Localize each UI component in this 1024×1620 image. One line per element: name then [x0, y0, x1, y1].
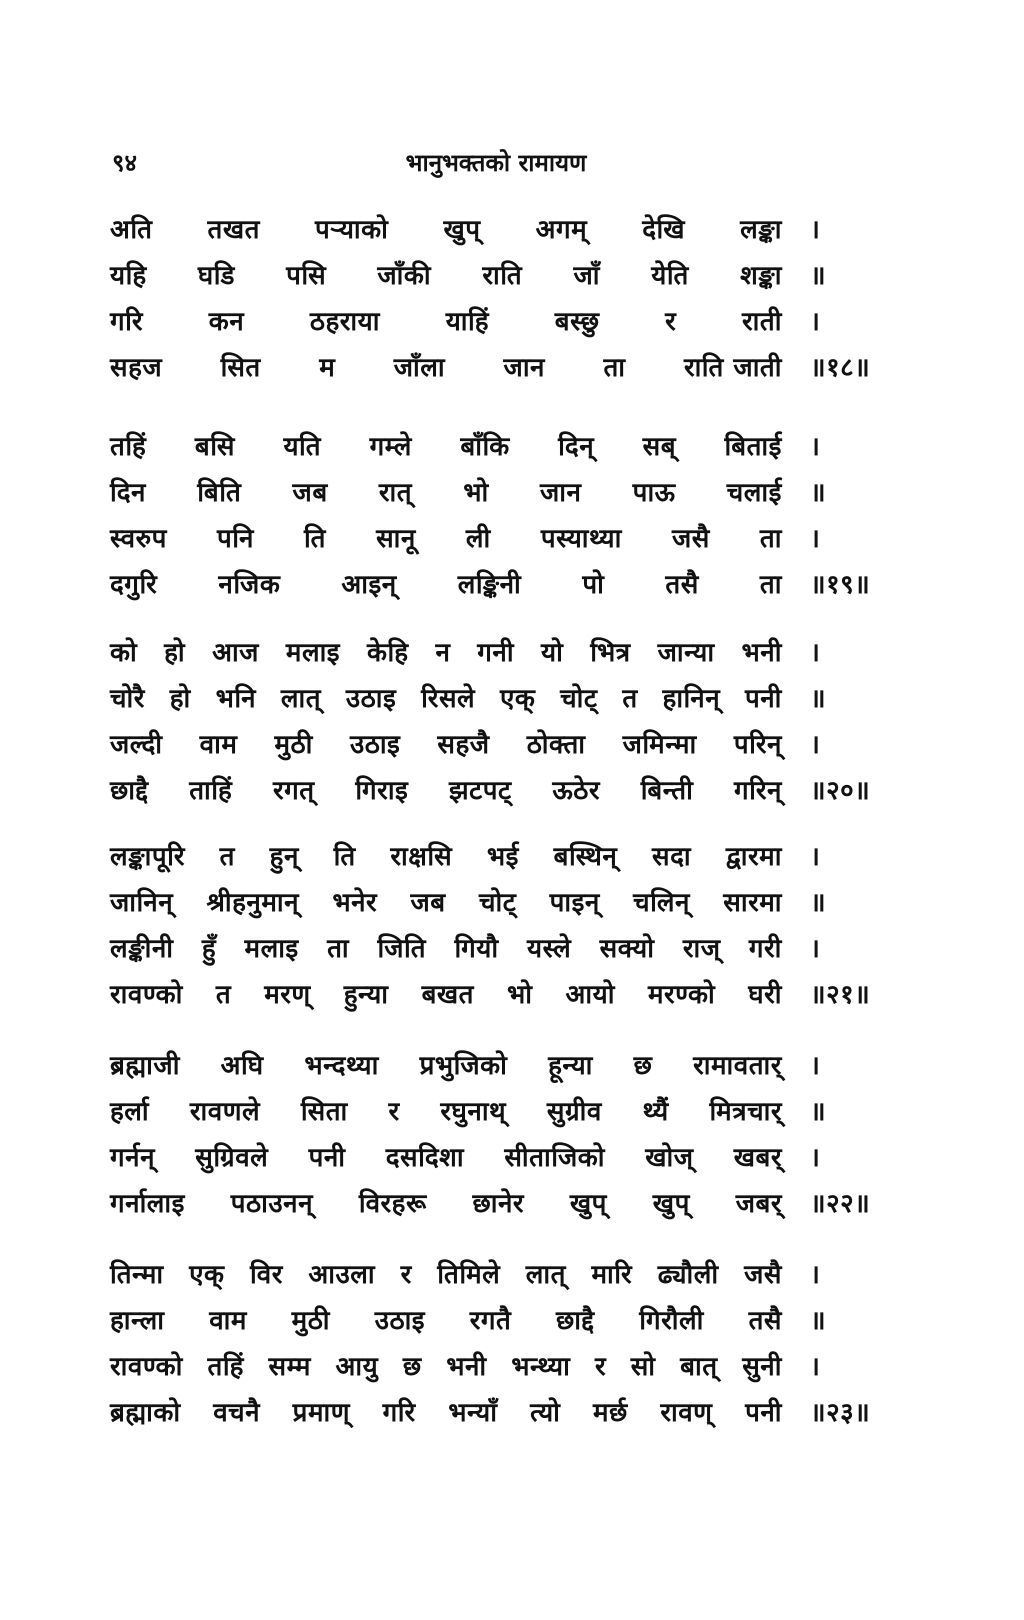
- verse-stanza: [110, 422, 880, 606]
- verse-word: ली: [465, 524, 491, 554]
- verse-word: रघुनाथ्: [440, 1097, 507, 1127]
- verse-word: राति: [482, 261, 523, 291]
- verse-word: सम्म: [268, 1352, 311, 1382]
- verse-line-end-mark: ।: [810, 1352, 821, 1382]
- verse-word: राक्षसि: [390, 842, 453, 872]
- verse-line-end-mark: ।: [810, 215, 821, 245]
- verse-word: राज्: [682, 934, 721, 964]
- verse-word: वाम: [199, 730, 238, 760]
- verse-word: बात्: [680, 1352, 718, 1382]
- verse-word: भई: [486, 842, 519, 872]
- verse-word: बखत: [421, 980, 474, 1010]
- verse-word: म: [319, 353, 336, 383]
- verse-line-end-mark: ॥१८॥: [810, 353, 871, 383]
- verse-line-end-mark: ।: [810, 1260, 821, 1290]
- verse-word: जिति: [377, 934, 427, 964]
- verse-word: पसि: [286, 261, 327, 291]
- verse-line-text: [110, 883, 810, 919]
- verse-line-text: [110, 679, 810, 715]
- verse-word: भित्र: [590, 638, 631, 668]
- verse-line-end-mark: ॥: [810, 888, 827, 918]
- verse-line: [110, 766, 880, 812]
- verse-word: छाद्दै: [110, 776, 149, 806]
- verse-word: आउला: [308, 1260, 376, 1290]
- verse-word: सब्: [642, 432, 677, 462]
- verse-word: लङ्कापूरि: [110, 842, 185, 872]
- verse-word: लङ्का: [740, 215, 782, 245]
- verse-word: पाइन्: [549, 888, 600, 918]
- verse-word: गियौ: [454, 934, 499, 964]
- verse-word: गरि: [382, 1398, 416, 1428]
- verse-word: सुग्रीव: [546, 1097, 602, 1127]
- verse-line-end-mark: ॥: [810, 1306, 827, 1336]
- verse-stanza: [110, 832, 880, 1016]
- verse-word: आज: [212, 638, 259, 668]
- verse-line: [110, 514, 880, 560]
- verse-word: खोज्: [645, 1143, 694, 1173]
- verse-word: तखत: [207, 215, 260, 245]
- verse-word: को: [110, 638, 138, 668]
- verse-word: तसै: [665, 570, 699, 600]
- verse-word: यहि: [110, 261, 147, 291]
- verse-word: जल्दी: [110, 730, 163, 760]
- verse-word: तिमिले: [437, 1260, 501, 1290]
- verse-word: जब: [292, 478, 328, 508]
- verse-word: हो: [169, 684, 191, 714]
- verse-word: आइन्: [341, 570, 397, 600]
- verse-line-text: [110, 210, 810, 246]
- verse-word: रगत्: [273, 776, 315, 806]
- verse-word: हानिन्: [662, 684, 721, 714]
- verse-word: बस्थिन्: [553, 842, 618, 872]
- verse-word: छाद्दै: [556, 1306, 595, 1336]
- verse-line-end-mark: ।: [810, 432, 821, 462]
- verse-line: [110, 1133, 880, 1179]
- verse-line: [110, 205, 880, 251]
- verse-line-text: [110, 473, 810, 509]
- verse-word: विरहरू: [358, 1189, 427, 1219]
- verse-word: विर: [250, 1260, 283, 1290]
- verse-word: गरी: [748, 934, 782, 964]
- verse-word: रावणले: [189, 1097, 261, 1127]
- verse-word: ठहराया: [309, 307, 380, 337]
- verse-word: दिन: [110, 478, 146, 508]
- verse-word: बिति: [197, 478, 242, 508]
- verse-word: उठाइ: [345, 684, 397, 714]
- verse-word: उठाइ: [374, 1306, 426, 1336]
- verse-line: [110, 297, 880, 343]
- verse-line-end-mark: ॥: [810, 1097, 827, 1127]
- verse-word: भन्दथ्या: [304, 1051, 379, 1081]
- verse-word: सहज: [110, 353, 163, 383]
- verse-word: सित: [220, 353, 261, 383]
- verse-word: नजिक: [218, 570, 281, 600]
- verse-word: भो: [463, 478, 489, 508]
- verse-word: भनी: [446, 1352, 487, 1382]
- verse-word: छानेर: [472, 1189, 525, 1219]
- verse-word: चोट्: [478, 888, 517, 918]
- verse-word: शङ्का: [740, 261, 782, 291]
- verse-word: पनी: [308, 1143, 346, 1173]
- verse-word: प्रमाण्: [292, 1398, 351, 1428]
- verse-line: [110, 343, 880, 389]
- verse-word: उठाइ: [349, 730, 401, 760]
- verse-line-text: [110, 633, 810, 669]
- verse-word: जबर्: [735, 1189, 782, 1219]
- verse-word: ढ्यौली: [657, 1260, 719, 1290]
- verse-word: देखि: [642, 215, 686, 245]
- verse-word: ति: [303, 524, 327, 554]
- verse-word: बिन्ती: [640, 776, 694, 806]
- verse-word: कन: [208, 307, 245, 337]
- verse-line-text: [110, 1255, 810, 1291]
- verse-word: हर्ला: [110, 1097, 150, 1127]
- verse-word: भनी: [741, 638, 782, 668]
- verse-line: [110, 924, 880, 970]
- verse-line-end-mark: ॥: [810, 478, 827, 508]
- verse-line-end-mark: ॥१९॥: [810, 570, 871, 600]
- verse-word: वचनै: [213, 1398, 261, 1428]
- verse-word: ब्रह्माको: [110, 1398, 181, 1428]
- verse-word: बसि: [194, 432, 235, 462]
- verse-word: जाँला: [393, 353, 446, 383]
- verse-word: र: [388, 1097, 400, 1127]
- verse-line-text: [110, 302, 810, 338]
- verse-line: [110, 970, 880, 1016]
- verse-line: [110, 560, 880, 606]
- verse-line-text: [110, 1092, 810, 1128]
- verse-word: एक्: [189, 1260, 225, 1290]
- verse-line: [110, 674, 880, 720]
- verse-word: मलाइ: [244, 934, 299, 964]
- verse-word: श्रीहनुमान्: [206, 888, 300, 918]
- verse-line-text: [110, 975, 810, 1011]
- verse-line-text: [110, 929, 810, 965]
- verse-word: चोट्: [560, 684, 598, 714]
- verse-word: जानिन्: [110, 888, 174, 918]
- verse-line-end-mark: ।: [810, 1143, 821, 1173]
- verse-word: रावण्: [660, 1398, 713, 1428]
- verse-word: पनी: [744, 684, 782, 714]
- verse-word: मारि: [591, 1260, 633, 1290]
- verse-word: लात्: [280, 684, 322, 714]
- verse-word: त: [215, 980, 232, 1010]
- verse-word: लात्: [525, 1260, 566, 1290]
- verse-word: तसै: [748, 1306, 782, 1336]
- verse-word: आयो: [565, 980, 615, 1010]
- verse-word: जाँ: [573, 261, 601, 291]
- verse-line-end-mark: ।: [810, 638, 821, 668]
- verse-word: आयु: [335, 1352, 379, 1382]
- verse-line-end-mark: ।: [810, 730, 821, 760]
- verse-line-text: [110, 771, 810, 807]
- verse-word: हुँ: [201, 934, 217, 964]
- verse-word: भनि: [215, 684, 257, 714]
- verse-word: ताहिं: [189, 776, 233, 806]
- verse-word: गर्नालाइ: [110, 1189, 185, 1219]
- verse-line: [110, 251, 880, 297]
- verse-word: सक्यो: [599, 934, 655, 964]
- verse-line-end-mark: ॥: [810, 684, 827, 714]
- verse-word: रगतै: [469, 1306, 512, 1336]
- verse-word: दिन्: [558, 432, 595, 462]
- verse-word: हो: [164, 638, 186, 668]
- verse-word: रिसले: [421, 684, 476, 714]
- verse-line-end-mark: ।: [810, 307, 821, 337]
- verse-word: गम्ले: [369, 432, 412, 462]
- verse-line-text: [110, 1138, 810, 1174]
- verse-word: जसै: [744, 1260, 782, 1290]
- verse-word: यस्ले: [526, 934, 572, 964]
- verse-word: त: [622, 684, 638, 714]
- verse-word: पऱ्याको: [315, 215, 389, 245]
- verse-word: तहिं: [110, 432, 147, 462]
- verse-line-end-mark: ।: [810, 1051, 821, 1081]
- verse-word: ता: [327, 934, 350, 964]
- verse-word: मुठी: [291, 1306, 331, 1336]
- verse-line-end-mark: ॥२१॥: [810, 980, 871, 1010]
- verse-word: भन्थ्या: [511, 1352, 571, 1382]
- verse-line-end-mark: ।: [810, 842, 821, 872]
- verse-word: यो: [541, 638, 564, 668]
- verse-word: सुग्रिवले: [195, 1143, 269, 1173]
- verse-stanza: [110, 1250, 880, 1434]
- running-title: भानुभक्तको रामायण: [405, 149, 587, 177]
- verse-word: थ्यैं: [642, 1097, 669, 1127]
- verse-word: छ: [402, 1352, 422, 1382]
- verse-line-text: [110, 427, 810, 463]
- verse-word: जान: [503, 353, 545, 383]
- verse-line-text: [110, 519, 810, 555]
- verse-word: सीताजिको: [504, 1143, 605, 1173]
- verse-word: तिन्मा: [110, 1260, 164, 1290]
- verse-word: सुनी: [742, 1352, 782, 1382]
- verse-line: [110, 720, 880, 766]
- verse-word: द्वारमा: [725, 842, 782, 872]
- verse-word: अगम्: [535, 215, 588, 245]
- verse-word: मरण्: [264, 980, 311, 1010]
- verse-line-end-mark: ॥२३॥: [810, 1398, 871, 1428]
- verse-word: राति जाती: [683, 353, 782, 383]
- verse-line-text: [110, 565, 810, 601]
- verse-word: गरिन्: [734, 776, 782, 806]
- verse-word: केहि: [367, 638, 409, 668]
- verse-word: पनी: [745, 1398, 782, 1428]
- verse-word: प्रभुजिको: [419, 1051, 508, 1081]
- verse-word: स्वरुप: [110, 524, 167, 554]
- verse-word: लङ्किनी: [457, 570, 522, 600]
- verse-word: बाँकि: [460, 432, 510, 462]
- verse-line: [110, 1041, 880, 1087]
- verse-line: [110, 1388, 880, 1434]
- verse-word: भनेर: [332, 888, 378, 918]
- verse-line: [110, 1179, 880, 1225]
- verse-line-text: [110, 1393, 810, 1429]
- verse-word: पनि: [216, 524, 254, 554]
- verse-line: [110, 832, 880, 878]
- verse-line-text: [110, 837, 810, 873]
- verse-word: राती: [742, 307, 782, 337]
- verse-word: चलाई: [726, 478, 782, 508]
- verse-line-text: [110, 348, 810, 384]
- verse-word: हुन्या: [343, 980, 389, 1010]
- verse-word: भो: [507, 980, 533, 1010]
- verse-word: मरण्को: [647, 980, 716, 1010]
- verse-word: लङ्कीनी: [110, 934, 174, 964]
- verse-word: एक्: [499, 684, 536, 714]
- verse-word: वाम: [209, 1306, 247, 1336]
- verse-word: सो: [630, 1352, 656, 1382]
- verse-word: यति: [283, 432, 322, 462]
- verse-word: रावण्को: [110, 980, 183, 1010]
- verse-line: [110, 1087, 880, 1133]
- verse-word: रात्: [378, 478, 413, 508]
- verse-word: खुप्: [569, 1189, 607, 1219]
- verse-word: रामावतार्: [693, 1051, 782, 1081]
- verse-word: दगुरि: [110, 570, 158, 600]
- verse-word: ति: [333, 842, 356, 872]
- verse-line: [110, 468, 880, 514]
- verse-line: [110, 1342, 880, 1388]
- verse-word: पो: [582, 570, 605, 600]
- verse-word: जान: [540, 478, 582, 508]
- verse-line-text: [110, 256, 810, 292]
- verse-word: सहजै: [437, 730, 490, 760]
- verse-word: पस्याथ्या: [540, 524, 622, 554]
- verse-word: न: [435, 638, 451, 668]
- verse-word: पठाउनन्: [230, 1189, 313, 1219]
- verse-word: जाँकी: [377, 261, 432, 291]
- verse-stanza: [110, 205, 880, 389]
- verse-word: याहिं: [445, 307, 490, 337]
- verse-word: ता: [759, 570, 782, 600]
- verse-line-end-mark: ॥२२॥: [810, 1189, 871, 1219]
- verse-word: र: [400, 1260, 412, 1290]
- verse-word: परिन्: [733, 730, 782, 760]
- verse-word: गनी: [477, 638, 515, 668]
- verse-word: बस्छु: [554, 307, 600, 337]
- verse-word: रावण्को: [110, 1352, 183, 1382]
- verse-word: ठोक्ता: [526, 730, 586, 760]
- verse-word: र: [665, 307, 677, 337]
- verse-line: [110, 878, 880, 924]
- verse-line: [110, 422, 880, 468]
- verse-word: र: [594, 1352, 607, 1382]
- page-header: [112, 146, 880, 186]
- verse-word: खबर्: [733, 1143, 782, 1173]
- verse-line-end-mark: ।: [810, 934, 821, 964]
- verse-stanza: [110, 1041, 880, 1225]
- verse-line-text: [110, 725, 810, 761]
- verse-word: भन्याँ: [448, 1398, 498, 1428]
- verse-word: छ: [633, 1051, 653, 1081]
- verse-word: सिता: [300, 1097, 348, 1127]
- verse-line: [110, 1296, 880, 1342]
- verse-word: गिरौली: [639, 1306, 704, 1336]
- verse-word: पाऊ: [632, 478, 676, 508]
- verse-word: गरि: [110, 307, 144, 337]
- verse-word: ब्रह्माजी: [110, 1051, 180, 1081]
- verse-word: जमिन्मा: [622, 730, 697, 760]
- verse-word: बिताई: [724, 432, 782, 462]
- verse-line-text: [110, 1347, 810, 1383]
- verse-word: जब: [410, 888, 446, 918]
- verse-word: मुठी: [274, 730, 313, 760]
- verse-word: जसै: [671, 524, 710, 554]
- verse-word: गर्नन्: [110, 1143, 155, 1173]
- verse-word: ऊठेर: [552, 776, 600, 806]
- verse-word: खुप्: [443, 215, 481, 245]
- verse-word: चलिन्: [633, 888, 690, 918]
- verse-line-end-mark: ।: [810, 524, 821, 554]
- verse-word: खुप्: [652, 1189, 690, 1219]
- verse-word: अति: [110, 215, 153, 245]
- verse-line-end-mark: ॥२०॥: [810, 776, 871, 806]
- verse-line-end-mark: ॥: [810, 261, 827, 291]
- verse-word: हून्या: [548, 1051, 593, 1081]
- verse-word: येति: [651, 261, 689, 291]
- verse-word: चोरै: [110, 684, 145, 714]
- verse-word: घरी: [748, 980, 782, 1010]
- verse-word: घडि: [197, 261, 235, 291]
- page-number: ९४: [112, 149, 137, 177]
- verse-word: झटपट्: [449, 776, 512, 806]
- verse-word: अघि: [220, 1051, 264, 1081]
- verse-word: मलाइ: [285, 638, 341, 668]
- verse-word: गिराइ: [355, 776, 409, 806]
- verse-word: त: [219, 842, 235, 872]
- verse-word: मर्छ: [593, 1398, 628, 1428]
- verse-word: हुन्: [269, 842, 299, 872]
- verse-word: मित्रचार्: [709, 1097, 782, 1127]
- verse-line-text: [110, 1184, 810, 1220]
- verse-word: ता: [759, 524, 782, 554]
- verse-line-text: [110, 1046, 810, 1082]
- verse-word: सानू: [376, 524, 416, 554]
- verse-stanza: [110, 628, 880, 812]
- verse-line-text: [110, 1301, 810, 1337]
- verse-line: [110, 1250, 880, 1296]
- verse-word: त्यो: [530, 1398, 561, 1428]
- verse-word: हान्ला: [110, 1306, 165, 1336]
- verse-word: सारमा: [723, 888, 782, 918]
- verse-line: [110, 628, 880, 674]
- verse-word: तहिं: [207, 1352, 244, 1382]
- verse-word: जान्या: [657, 638, 715, 668]
- verse-word: ता: [603, 353, 626, 383]
- verse-word: दसदिशा: [385, 1143, 465, 1173]
- verse-word: सदा: [652, 842, 692, 872]
